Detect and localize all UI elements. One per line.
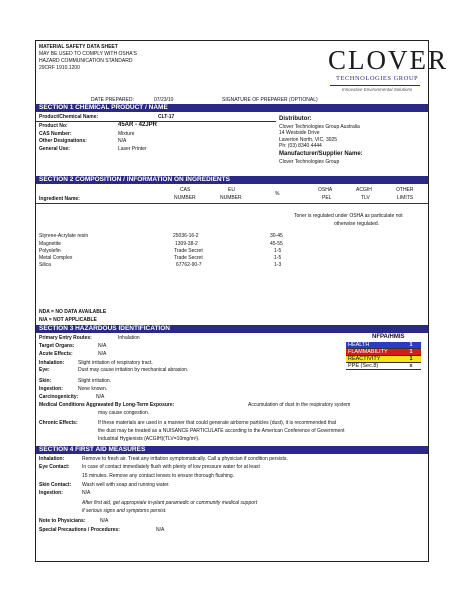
first-aid-inhalation-value: Remove to fresh air. Treat any irritation symptomatically. Call a physician if condition persists. bbox=[82, 456, 288, 462]
distributor-line: Ph: (03) 8340 4444 bbox=[279, 143, 322, 149]
ingestion-value: None known. bbox=[78, 386, 108, 392]
first-aid-ingestion-note: After first aid, get appropriate in-plant paramedic or community medical support bbox=[82, 500, 258, 506]
ingredient-name: Metal Complex bbox=[39, 255, 73, 261]
first-aid-inhalation-label: Inhalation: bbox=[39, 456, 65, 462]
first-aid-ingestion-note: if serious signs and symptoms persist. bbox=[82, 508, 167, 514]
ingredient-cas: 67762-90-7 bbox=[176, 262, 202, 268]
acgih-column-header: ACGIH bbox=[356, 187, 372, 193]
date-prepared-value: 07/23/10 bbox=[154, 97, 174, 103]
ingredient-percent: 1-5 bbox=[274, 248, 282, 254]
cas-number-value: Mixture bbox=[118, 131, 135, 137]
medical-conditions-value: may cause congestion. bbox=[98, 410, 150, 416]
cas-column-header: NUMBER bbox=[174, 195, 196, 201]
skin-value: Slight irritation. bbox=[78, 378, 112, 384]
nda-note: NDA = NO DATA AVAILABLE bbox=[39, 309, 107, 315]
first-aid-eye-value: In case of contact immediately flush with plenty of low pressure water for at least bbox=[82, 464, 260, 470]
ingredient-cas: 1309-38-2 bbox=[175, 241, 198, 247]
first-aid-eye-label: Eye Contact: bbox=[39, 464, 70, 470]
product-no-value: 45AR - 42JPR bbox=[118, 122, 158, 128]
nfpa-flammability-value: 1 bbox=[409, 349, 413, 355]
medical-conditions-label: Medical Conditions Aggravated By Long-Term Exposure: bbox=[39, 402, 175, 408]
osha-column-header: PEL bbox=[322, 195, 332, 201]
physicians-label: Note to Physicians: bbox=[39, 518, 86, 524]
first-aid-ingestion-label: Ingestion: bbox=[39, 490, 63, 496]
header-line: MAY BE USED TO COMPLY WITH OSHA'S bbox=[39, 51, 137, 57]
ingredient-cas: Trade Secret bbox=[174, 248, 203, 254]
manufacturer-label: Manufacturer/Supplier Name: bbox=[279, 151, 363, 157]
general-use-value: Laser Printer bbox=[118, 146, 147, 152]
ingestion-label: Ingestion: bbox=[39, 386, 63, 392]
logo-subtitle: TECHNOLOGIES GROUP bbox=[336, 75, 419, 82]
chronic-effects-line: the dust may be treated as a NUISANCE PARTICULATE according to the American Conference of Government bbox=[98, 428, 345, 434]
manufacturer-value: Clover Technologies Group bbox=[279, 159, 340, 165]
nfpa-flammability-row bbox=[346, 349, 421, 356]
clover-logo bbox=[326, 45, 448, 93]
signature-label: SIGNATURE OF PREPARER (OPTIONAL) bbox=[222, 97, 318, 103]
eu-column-header: EU bbox=[228, 187, 235, 193]
nfpa-health-value: 1 bbox=[409, 342, 413, 348]
other-designations-label: Other Designations: bbox=[39, 138, 87, 144]
section1-heading: SECTION 1 CHEMICAL PRODUCT / NAME bbox=[36, 104, 428, 112]
eye-value: Dust may cause irritation by mechanical abrasion. bbox=[78, 367, 189, 373]
logo-tagline: Innovative Environmental Solutions bbox=[342, 87, 413, 92]
acgih-column-header: TLV bbox=[361, 195, 370, 201]
physicians-value: N/A bbox=[100, 518, 109, 524]
cas-number-label: CAS Number: bbox=[39, 131, 72, 137]
toner-note: otherwise regulated. bbox=[334, 221, 380, 227]
nfpa-health-row bbox=[346, 342, 421, 349]
nfpa-reactivity-label: REACTIVITY bbox=[348, 356, 381, 362]
first-aid-ingestion-value: N/A bbox=[82, 490, 91, 496]
logo-wordmark: CLOVER bbox=[328, 45, 448, 75]
general-use-label: General Use: bbox=[39, 146, 70, 152]
chronic-effects-label: Chronic Effects: bbox=[39, 420, 78, 426]
product-name-value: CLT-17 bbox=[158, 114, 175, 120]
primary-entry-value: Inhalation bbox=[118, 335, 140, 341]
nfpa-title: NFPA/HMIS bbox=[372, 334, 405, 340]
nfpa-flammability-label: FLAMMABILITY bbox=[348, 349, 388, 355]
ingredient-name-header: Ingredient Name: bbox=[39, 196, 80, 202]
header-line: 29CRF 1910.1200 bbox=[39, 65, 80, 71]
table-header-divider bbox=[36, 203, 428, 204]
carcinogenicity-value: N/A bbox=[96, 394, 105, 400]
nfpa-hmis-box bbox=[346, 334, 422, 376]
distributor-label: Distributor: bbox=[279, 116, 312, 122]
ingredient-cas: 25036-16-2 bbox=[173, 233, 199, 239]
first-aid-skin-label: Skin Contact: bbox=[39, 482, 72, 488]
toner-note: Toner is regulated under OSHA as particulate not bbox=[294, 213, 403, 219]
nfpa-health-label: HEALTH bbox=[348, 342, 370, 348]
product-no-label: Product No: bbox=[39, 123, 68, 129]
ingredient-name: Polyolefin bbox=[39, 248, 61, 254]
distributor-line: 14 Westside Drive bbox=[279, 130, 320, 136]
target-organs-value: N/A bbox=[98, 343, 107, 349]
medical-conditions-value: Accumulation of dust in the respiratory system bbox=[248, 402, 351, 408]
chronic-effects-line: If these materials are used in a manner that could generate airborne particles (dust), it is recommended that bbox=[98, 420, 337, 426]
first-aid-eye-value: 15 minutes. Remove any contact lenses to ensure thorough flushing. bbox=[82, 473, 235, 479]
chronic-effects-line: Industrial Hygienists (ACGIH)(TLV=10mg/m³). bbox=[98, 436, 200, 442]
ingredient-name: Silica bbox=[39, 262, 51, 268]
msds-document bbox=[35, 40, 448, 562]
nfpa-reactivity-row bbox=[346, 356, 421, 363]
ingredient-percent: 1-3 bbox=[274, 262, 282, 268]
acute-effects-label: Acute Effects: bbox=[39, 351, 73, 357]
ingredient-cas: Trade Secret bbox=[174, 255, 203, 261]
ingredient-name: Magnetite bbox=[39, 241, 61, 247]
inhalation-value: Slight irritation of respiratory tract. bbox=[78, 360, 153, 366]
osha-column-header: OSHA bbox=[318, 187, 333, 193]
date-prepared-label: DATE PREPARED: bbox=[91, 97, 134, 103]
product-name-label: Product/Chemical Name: bbox=[39, 114, 99, 120]
other-designations-value: N/A bbox=[118, 138, 127, 144]
other-column-header: LIMITS bbox=[397, 195, 414, 201]
nfpa-ppe-value: x bbox=[409, 363, 413, 369]
cas-column-header: CAS bbox=[180, 187, 191, 193]
section2-heading: SECTION 2 COMPOSITION / INFORMATION ON INGREDIENTS bbox=[36, 176, 428, 184]
acute-effects-value: N/A bbox=[98, 351, 107, 357]
target-organs-label: Target Organs: bbox=[39, 343, 75, 349]
ingredient-name: Styrene-Acrylate resin bbox=[39, 233, 89, 239]
carcinogenicity-label: Carcinogenicity: bbox=[39, 394, 79, 400]
nfpa-ppe-label: PPE (Sec.8) bbox=[348, 363, 379, 369]
nfpa-ppe-row bbox=[346, 363, 421, 370]
percent-column-header: % bbox=[275, 191, 280, 197]
special-precautions-value: N/A bbox=[156, 527, 165, 533]
skin-label: Skin: bbox=[39, 378, 52, 384]
section3-heading: SECTION 3 HAZARDOUS IDENTIFICATION bbox=[36, 325, 428, 333]
header-line: HAZARD COMMUNICATION STANDARD bbox=[39, 58, 133, 64]
nfpa-reactivity-value: 1 bbox=[409, 356, 413, 362]
primary-entry-label: Primary Entry Routes: bbox=[39, 335, 92, 341]
ingredient-percent: 30-45 bbox=[270, 233, 283, 239]
special-precautions-label: Special Precautions / Procedures: bbox=[39, 527, 120, 533]
distributor-line: Laverton North, VIC, 3025 bbox=[279, 137, 338, 143]
eye-label: Eye: bbox=[39, 367, 50, 373]
section4-heading: SECTION 4 FIRST AID MEASURES bbox=[36, 446, 428, 454]
na-note: N/A = NOT APPLICABLE bbox=[39, 317, 97, 323]
eu-column-header: NUMBER bbox=[220, 195, 242, 201]
logo-divider bbox=[330, 85, 420, 86]
other-column-header: OTHER bbox=[396, 187, 414, 193]
document-title: MATERIAL SAFETY DATA SHEET bbox=[39, 44, 118, 50]
ingredient-percent: 45-55 bbox=[270, 241, 283, 247]
first-aid-skin-value: Wash well with soap and running water. bbox=[82, 482, 170, 488]
inhalation-label: Inhalation: bbox=[39, 360, 65, 366]
distributor-line: Clover Technologies Group Australia bbox=[279, 124, 360, 130]
ingredient-percent: 1-5 bbox=[274, 255, 282, 261]
